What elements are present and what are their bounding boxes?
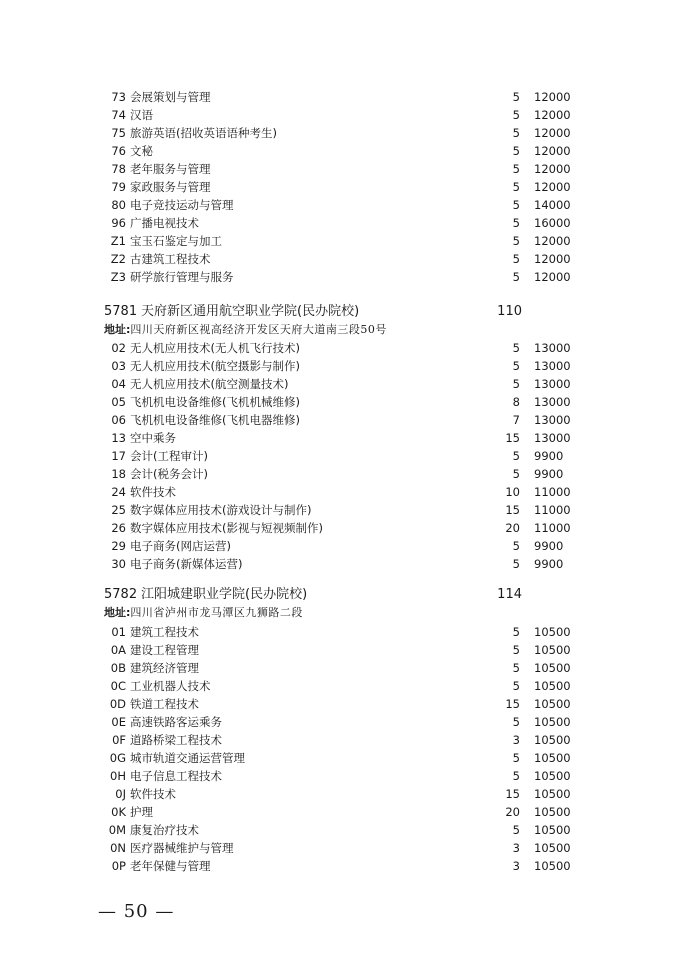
major-name: 软件技术: [130, 787, 176, 801]
major-code: 24: [111, 485, 126, 499]
major-code: 03: [111, 359, 126, 373]
tuition-fee: 12000: [534, 126, 571, 140]
plan-count: 5: [512, 625, 520, 639]
table-row: [0, 677, 680, 695]
tuition-fee: 9900: [534, 557, 564, 571]
major-name: 电子商务(新媒体运营): [130, 557, 243, 571]
major-name: 道路桥梁工程技术: [130, 733, 222, 747]
major-name: 宝玉石鉴定与加工: [130, 234, 222, 248]
major-name: 会计(税务会计): [130, 467, 208, 481]
major-name: 电子信息工程技术: [130, 769, 222, 783]
tuition-fee: 13000: [534, 413, 571, 427]
major-name: 广播电视技术: [130, 216, 199, 230]
table-row: [0, 767, 680, 785]
major-code: 04: [111, 377, 126, 391]
major-code: 25: [111, 503, 126, 517]
plan-count: 5: [512, 643, 520, 657]
table-row: [0, 250, 680, 268]
major-code: 06: [111, 413, 126, 427]
school-code: 5781: [104, 304, 138, 319]
major-name: 软件技术: [130, 485, 176, 499]
major-code: 0E: [111, 715, 126, 729]
major-code: 26: [111, 521, 126, 535]
plan-count: 15: [505, 503, 520, 517]
major-name: 旅游英语(招收英语语种考生): [130, 126, 277, 140]
plan-count: 5: [512, 769, 520, 783]
tuition-fee: 12000: [534, 252, 571, 266]
major-name: 建筑工程技术: [130, 625, 199, 639]
major-code: 0N: [110, 841, 126, 855]
table-row: [0, 411, 680, 429]
tuition-fee: 10500: [534, 805, 571, 819]
table-row: [0, 106, 680, 124]
major-code: 75: [111, 126, 126, 140]
major-code: Z1: [110, 234, 126, 248]
table-row: [0, 713, 680, 731]
major-code: 0D: [109, 697, 126, 711]
table-row: [0, 88, 680, 106]
table-row: [0, 839, 680, 857]
major-code: Z2: [110, 252, 126, 266]
major-name: 飞机机电设备维修(飞机电器维修): [130, 413, 300, 427]
table-row: [0, 339, 680, 357]
tuition-fee: 10500: [534, 625, 571, 639]
plan-count: 5: [512, 341, 520, 355]
major-name: 空中乘务: [130, 431, 176, 445]
plan-count: 15: [505, 697, 520, 711]
table-row: [0, 857, 680, 875]
major-name: 会计(工程审计): [130, 449, 208, 463]
tuition-fee: 10500: [534, 859, 571, 873]
table-row: [0, 196, 680, 214]
major-code: 0F: [112, 733, 126, 747]
major-code: 0C: [110, 679, 126, 693]
tuition-fee: 13000: [534, 359, 571, 373]
tuition-fee: 13000: [534, 377, 571, 391]
major-name: 电子竞技运动与管理: [130, 198, 234, 212]
major-code: 0P: [111, 859, 126, 873]
address-value: 四川省泸州市龙马潭区九狮路二段: [130, 606, 303, 619]
tuition-fee: 10500: [534, 733, 571, 747]
tuition-fee: 12000: [534, 162, 571, 176]
major-code: 17: [111, 449, 126, 463]
school-header: [0, 302, 680, 322]
school-total-plan: 114: [497, 587, 522, 602]
table-row: [0, 357, 680, 375]
major-name: 数字媒体应用技术(游戏设计与制作): [130, 503, 312, 517]
address-label: 地址:: [104, 606, 131, 619]
tuition-fee: 14000: [534, 198, 571, 212]
plan-count: 3: [512, 841, 520, 855]
school-total-plan: 110: [497, 304, 522, 319]
plan-count: 5: [512, 751, 520, 765]
major-code: 0G: [109, 751, 126, 765]
major-name: 医疗器械维护与管理: [130, 841, 234, 855]
tuition-fee: 13000: [534, 431, 571, 445]
major-name: 建设工程管理: [130, 643, 199, 657]
major-code: 0K: [111, 805, 126, 819]
major-name: 飞机机电设备维修(飞机机械维修): [130, 395, 300, 409]
table-row: [0, 232, 680, 250]
tuition-fee: 12000: [534, 270, 571, 284]
major-name: 高速铁路客运乘务: [130, 715, 222, 729]
tuition-fee: 9900: [534, 467, 564, 481]
tuition-fee: 13000: [534, 395, 571, 409]
major-code: 79: [111, 180, 126, 194]
table-row: [0, 731, 680, 749]
table-row: [0, 641, 680, 659]
plan-count: 5: [512, 679, 520, 693]
major-code: 0H: [110, 769, 126, 783]
address-value: 四川天府新区视高经济开发区天府大道南三段50号: [130, 323, 387, 336]
table-row: [0, 214, 680, 232]
tuition-fee: 16000: [534, 216, 571, 230]
tuition-fee: 11000: [534, 521, 571, 535]
plan-count: 7: [512, 413, 520, 427]
tuition-fee: 10500: [534, 715, 571, 729]
school-code: 5782: [104, 587, 138, 602]
plan-count: 5: [512, 715, 520, 729]
major-name: 老年服务与管理: [130, 162, 211, 176]
table-row: [0, 268, 680, 286]
tuition-fee: 10500: [534, 697, 571, 711]
major-name: 电子商务(网店运营): [130, 539, 231, 553]
plan-count: 5: [512, 661, 520, 675]
tuition-fee: 12000: [534, 90, 571, 104]
tuition-fee: 10500: [534, 661, 571, 675]
major-name: 古建筑工程技术: [130, 252, 211, 266]
table-row: [0, 659, 680, 677]
major-name: 会展策划与管理: [130, 90, 211, 104]
table-row: [0, 160, 680, 178]
plan-count: 20: [505, 521, 520, 535]
plan-count: 3: [512, 733, 520, 747]
major-code: 96: [111, 216, 126, 230]
tuition-fee: 10500: [534, 787, 571, 801]
major-name: 家政服务与管理: [130, 180, 211, 194]
major-name: 康复治疗技术: [130, 823, 199, 837]
plan-count: 5: [512, 216, 520, 230]
plan-count: 5: [512, 359, 520, 373]
table-row: [0, 142, 680, 160]
plan-count: 5: [512, 377, 520, 391]
plan-count: 3: [512, 859, 520, 873]
school-address: [104, 322, 387, 338]
major-name: 无人机应用技术(航空测量技术): [130, 377, 289, 391]
plan-count: 10: [505, 485, 520, 499]
tuition-fee: 11000: [534, 503, 571, 517]
tuition-fee: 10500: [534, 751, 571, 765]
major-name: 建筑经济管理: [130, 661, 199, 675]
tuition-fee: 10500: [534, 769, 571, 783]
tuition-fee: 12000: [534, 144, 571, 158]
plan-count: 5: [512, 162, 520, 176]
major-name: 铁道工程技术: [130, 697, 199, 711]
plan-count: 5: [512, 467, 520, 481]
plan-count: 5: [512, 823, 520, 837]
tuition-fee: 10500: [534, 841, 571, 855]
school-header: [0, 585, 680, 605]
table-row: [0, 393, 680, 411]
major-code: 0B: [110, 661, 126, 675]
table-row: [0, 537, 680, 555]
plan-count: 5: [512, 126, 520, 140]
plan-count: 5: [512, 108, 520, 122]
major-code: 02: [111, 341, 126, 355]
major-name: 无人机应用技术(航空摄影与制作): [130, 359, 300, 373]
tuition-fee: 12000: [534, 234, 571, 248]
tuition-fee: 9900: [534, 539, 564, 553]
tuition-fee: 9900: [534, 449, 564, 463]
plan-count: 15: [505, 787, 520, 801]
plan-count: 5: [512, 144, 520, 158]
major-name: 老年保健与管理: [130, 859, 211, 873]
table-row: [0, 447, 680, 465]
table-row: [0, 555, 680, 573]
school-name: 天府新区通用航空职业学院(民办院校): [141, 304, 360, 319]
table-row: [0, 178, 680, 196]
major-code: 73: [111, 90, 126, 104]
plan-count: 5: [512, 234, 520, 248]
plan-count: 15: [505, 431, 520, 445]
major-code: Z3: [110, 270, 126, 284]
plan-count: 20: [505, 805, 520, 819]
plan-count: 8: [512, 395, 520, 409]
major-name: 文秘: [130, 144, 153, 158]
major-code: 74: [111, 108, 126, 122]
table-row: [0, 821, 680, 839]
plan-count: 5: [512, 539, 520, 553]
major-name: 数字媒体应用技术(影视与短视频制作): [130, 521, 323, 535]
major-code: 0J: [115, 787, 126, 801]
table-row: [0, 749, 680, 767]
table-row: [0, 695, 680, 713]
table-row: [0, 519, 680, 537]
plan-count: 5: [512, 90, 520, 104]
plan-count: 5: [512, 180, 520, 194]
tuition-fee: 10500: [534, 823, 571, 837]
major-name: 无人机应用技术(无人机飞行技术): [130, 341, 300, 355]
tuition-fee: 13000: [534, 341, 571, 355]
table-row: [0, 429, 680, 447]
major-name: 研学旅行管理与服务: [130, 270, 234, 284]
table-row: [0, 785, 680, 803]
major-name: 护理: [130, 805, 153, 819]
tuition-fee: 10500: [534, 643, 571, 657]
tuition-fee: 10500: [534, 679, 571, 693]
major-code: 76: [111, 144, 126, 158]
major-code: 80: [111, 198, 126, 212]
table-row: [0, 375, 680, 393]
major-code: 78: [111, 162, 126, 176]
table-row: [0, 623, 680, 641]
major-name: 工业机器人技术: [130, 679, 211, 693]
table-row: [0, 803, 680, 821]
address-label: 地址:: [104, 323, 131, 336]
plan-count: 5: [512, 252, 520, 266]
major-code: 01: [111, 625, 126, 639]
major-code: 18: [111, 467, 126, 481]
table-row: [0, 124, 680, 142]
major-code: 05: [111, 395, 126, 409]
table-row: [0, 483, 680, 501]
major-code: 0M: [108, 823, 126, 837]
plan-count: 5: [512, 449, 520, 463]
major-name: 城市轨道交通运营管理: [130, 751, 245, 765]
plan-count: 5: [512, 557, 520, 571]
table-row: [0, 501, 680, 519]
major-code: 30: [111, 557, 126, 571]
major-code: 13: [111, 431, 126, 445]
table-row: [0, 465, 680, 483]
plan-count: 5: [512, 198, 520, 212]
tuition-fee: 11000: [534, 485, 571, 499]
tuition-fee: 12000: [534, 108, 571, 122]
tuition-fee: 12000: [534, 180, 571, 194]
major-code: 0A: [110, 643, 126, 657]
school-name: 江阳城建职业学院(民办院校): [141, 587, 308, 602]
plan-count: 5: [512, 270, 520, 284]
major-name: 汉语: [130, 108, 153, 122]
school-address: [104, 605, 303, 621]
page-number: — 50 —: [98, 901, 175, 922]
major-code: 29: [111, 539, 126, 553]
